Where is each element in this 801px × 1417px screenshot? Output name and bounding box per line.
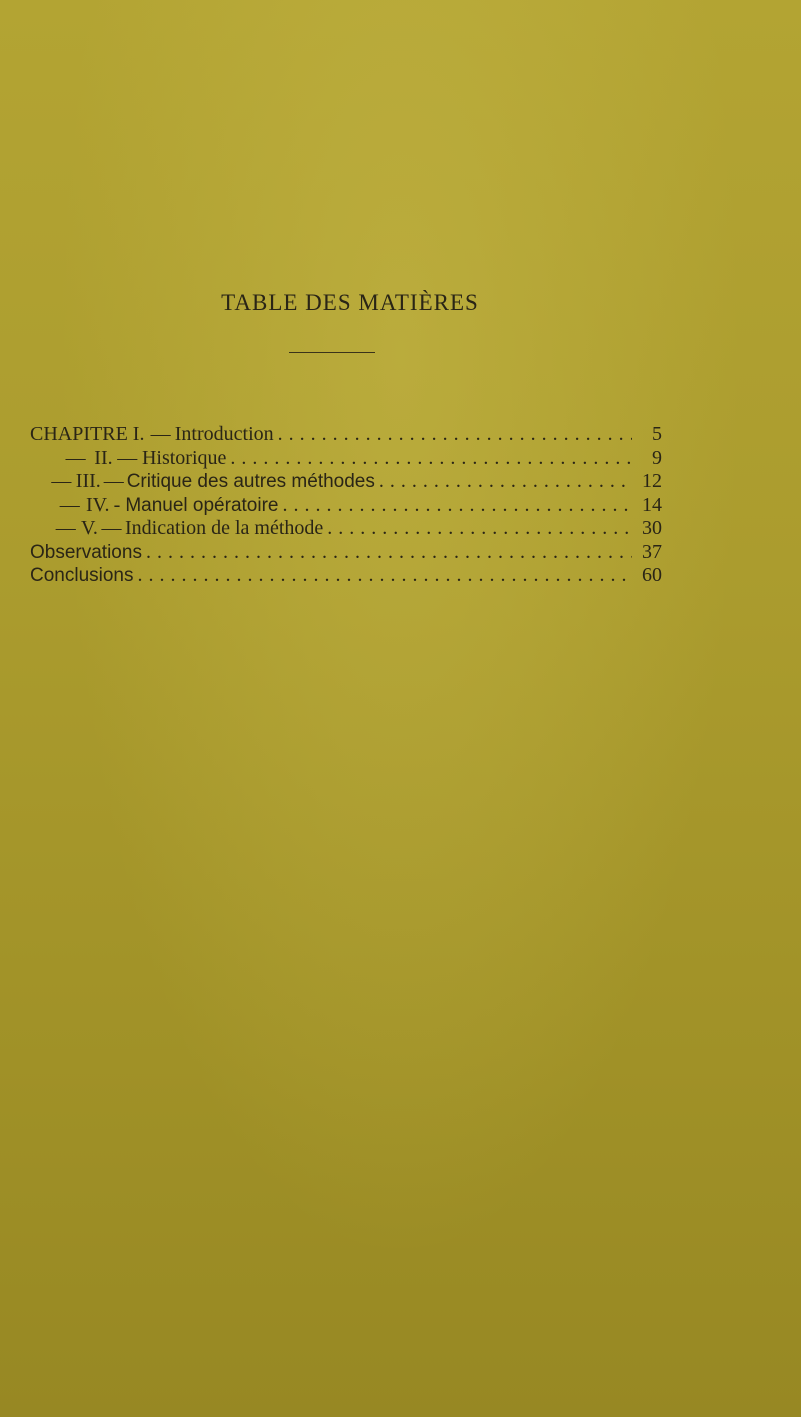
dot-leader [278,423,632,447]
title-divider [289,352,375,353]
toc-entry [30,517,662,541]
dot-leader [138,564,633,588]
toc-entry-ditto: — [51,470,72,492]
table-of-contents [30,423,662,588]
toc-entry-page: 14 [642,493,662,516]
toc-entry [30,541,662,565]
toc-entry [30,470,662,494]
toc-entry-prefix: V. [81,517,98,539]
toc-entry-label: Conclusions [30,565,134,586]
toc-entry-separator: — [150,423,171,445]
dot-leader [379,470,632,494]
toc-entry [30,564,662,588]
toc-entry-label: Indication de la méthode [125,517,324,539]
toc-entry [30,423,662,447]
dot-leader [146,541,632,565]
toc-entry-label: Historique [141,446,227,469]
toc-entry-ditto: — [65,446,86,469]
toc-entry-page: 9 [651,446,662,469]
toc-entry-prefix: II. [94,446,113,469]
toc-entry-separator: - [113,493,121,516]
toc-entry-separator: — [103,470,124,492]
toc-entry-label: Critique des autres méthodes [126,471,375,492]
toc-entry-page: 30 [642,517,662,539]
toc-entry-ditto: — [55,517,76,539]
dot-leader [327,517,632,541]
toc-entry-prefix: III. [75,470,101,492]
toc-entry-page: 37 [642,540,662,563]
dot-leader [282,494,632,518]
toc-entry-ditto: — [59,493,80,516]
toc-entry-label: Observations [30,541,142,563]
toc-entry-page: 5 [652,423,662,445]
toc-entry [30,447,662,471]
toc-entry-separator: — [117,446,138,469]
toc-entry [30,494,662,518]
toc-entry-page: 12 [642,470,663,492]
toc-entry-label: Introduction [174,423,274,445]
toc-entry-page: 60 [642,564,662,586]
toc-entry-prefix: CHAPITRE I. [30,423,145,445]
toc-entry-label: Manuel opératoire [125,494,279,516]
toc-entry-prefix: IV. [85,493,110,516]
toc-entry-separator: — [101,517,122,539]
dot-leader [230,447,632,471]
page-title: TABLE DES MATIÈRES [221,290,479,315]
